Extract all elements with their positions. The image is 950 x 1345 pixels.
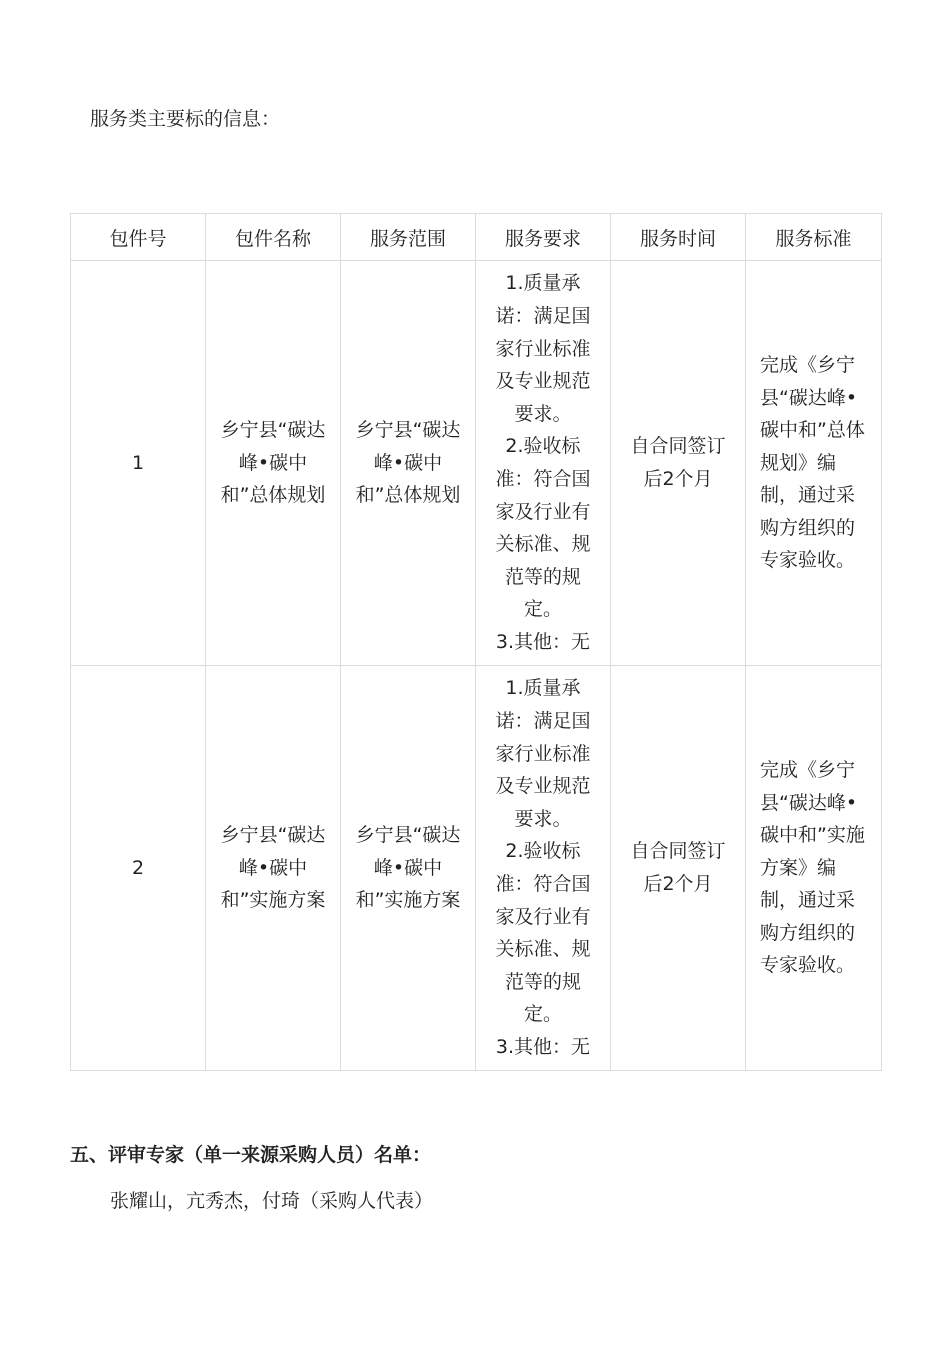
requirement-line: 1.质量承诺：满足国家行业标准及专业规范要求。 (495, 677, 591, 830)
requirement-line: 3.其他：无 (495, 630, 591, 653)
intro-text: 服务类主要标的信息： (90, 108, 281, 130)
header-package-no: 包件号 (71, 214, 206, 261)
requirement-line: 1.质量承诺：满足国家行业标准及专业规范要求。 (495, 272, 591, 425)
cell-service-scope: 乡宁县“碳达峰•碳中和”总体规划 (341, 261, 476, 666)
table-header-row (71, 214, 882, 261)
cell-service-time: 自合同签订后2个月 (611, 666, 746, 1071)
header-service-time: 服务时间 (611, 214, 746, 261)
header-package-name: 包件名称 (206, 214, 341, 261)
cell-package-name: 乡宁县“碳达峰•碳中和”总体规划 (206, 261, 341, 666)
expert-list: 张耀山，亢秀杰，付琦（采购人代表） (110, 1190, 434, 1212)
requirement-line: 2.验收标准：符合国家及行业有关标准、规范等的规定。 (495, 840, 591, 1026)
table-row (71, 666, 882, 1071)
requirement-line: 2.验收标准：符合国家及行业有关标准、规范等的规定。 (495, 435, 591, 621)
cell-package-no: 1 (71, 261, 206, 666)
cell-service-requirement (476, 261, 611, 666)
header-service-scope: 服务范围 (341, 214, 476, 261)
cell-service-time: 自合同签订后2个月 (611, 261, 746, 666)
cell-service-standard: 完成《乡宁县“碳达峰•碳中和”实施方案》编制，通过采购方组织的专家验收。 (746, 666, 882, 1071)
cell-package-name: 乡宁县“碳达峰•碳中和”实施方案 (206, 666, 341, 1071)
service-items-table (70, 213, 882, 1071)
header-service-requirement: 服务要求 (476, 214, 611, 261)
section-5-heading: 五、评审专家（单一来源采购人员）名单： (70, 1144, 432, 1166)
header-service-standard: 服务标准 (746, 214, 882, 261)
cell-package-no: 2 (71, 666, 206, 1071)
cell-service-scope: 乡宁县“碳达峰•碳中和”实施方案 (341, 666, 476, 1071)
requirement-line: 3.其他：无 (495, 1035, 591, 1058)
table-row (71, 261, 882, 666)
cell-service-standard: 完成《乡宁县“碳达峰•碳中和”总体规划》编制，通过采购方组织的专家验收。 (746, 261, 882, 666)
cell-service-requirement (476, 666, 611, 1071)
